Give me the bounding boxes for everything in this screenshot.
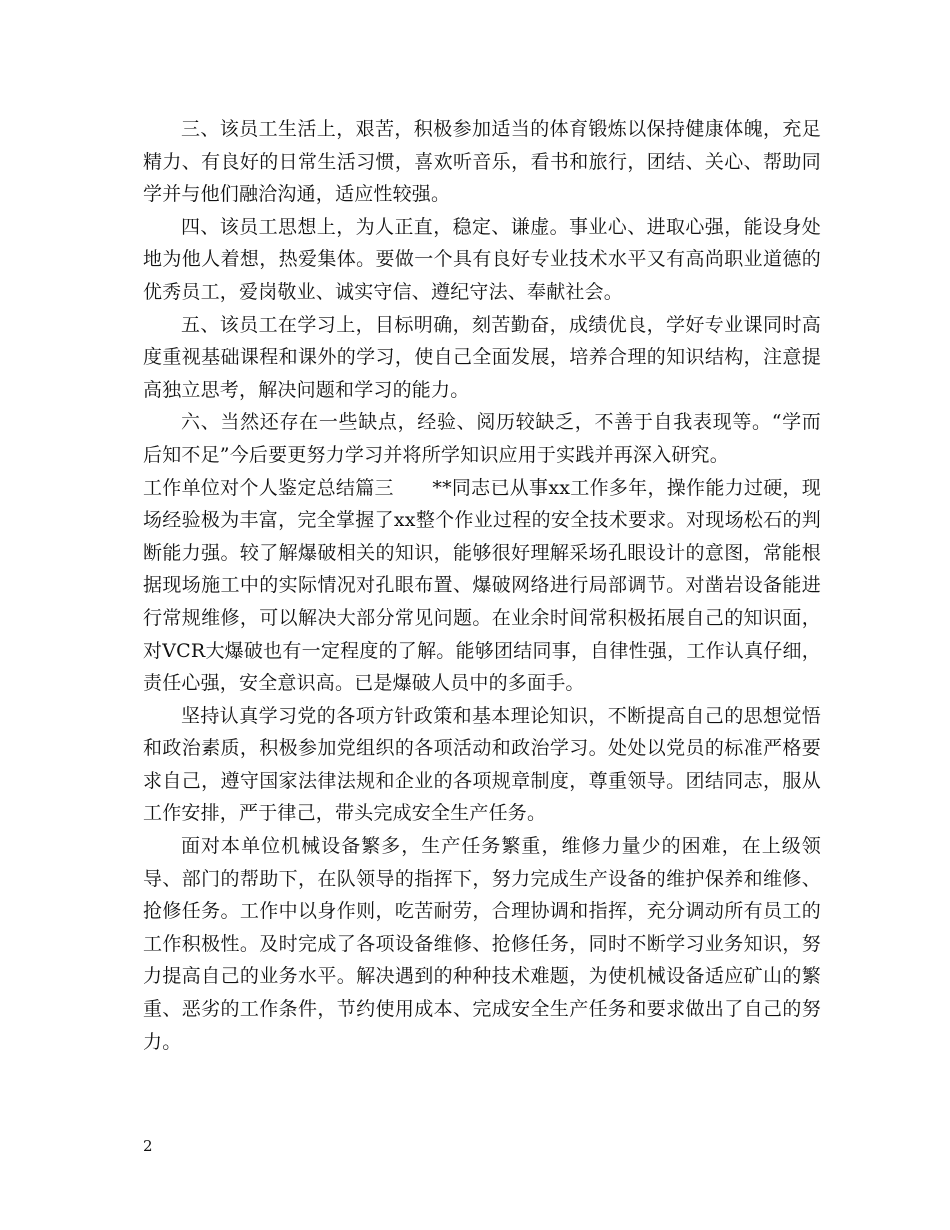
document-body [143,113,821,1058]
paragraph-summary-part-three: 工作单位对个人鉴定总结篇三 **同志已从事xx工作多年，操作能力过硬，现场经验极为丰富，完全掌握了xx整个作业过程的安全技术要求。对现场松石的判断能力强。较了解爆破相关的知识，能够很好理解采场孔眼设计的意图，常能根据现场施工中的实际情况对孔眼布置、爆破网络进行局部调节。对凿岩设备能进行常规维修，可以解决大部分常见问题。在业余时间常积极拓展自己的知识面，对VCR大爆破也有一定程度的了解。能够团结同事，自律性强，工作认真仔细，责任心强，安全意识高。已是爆破人员中的多面手。 [143,476,821,695]
paragraph-living: 三、该员工生活上，艰苦，积极参加适当的体育锻炼以保持健康体魄，充足精力、有良好的日常生活习惯，喜欢听音乐，看书和旅行，团结、关心、帮助同学并与他们融洽沟通，适应性较强。 [143,118,821,206]
paragraph-party-study: 坚持认真学习党的各项方针政策和基本理论知识，不断提高自己的思想觉悟和政治素质，积极参加党组织的各项活动和政治学习。处处以党员的标准严格要求自己，遵守国家法律法规和企业的各项规章制度，尊重领导。团结同志，服从工作安排，严于律己，带头完成安全生产任务。 [143,704,821,825]
paragraph-shortcomings: 六、当然还存在一些缺点，经验、阅历较缺乏，不善于自我表现等。“学而后知不足”今后要更努力学习并将所学知识应用于实践并再深入研究。 [143,411,821,466]
paragraph-thought: 四、该员工思想上，为人正直，稳定、谦虚。事业心、进取心强，能设身处地为他人着想，热爱集体。要做一个具有良好专业技术水平又有高尚职业道德的优秀员工，爱岗敬业、诚实守信、遵纪守法、奉献社会。 [143,215,821,303]
page-number: 2 [143,1137,153,1155]
paragraph-equipment-maintenance: 面对本单位机械设备繁多，生产任务繁重，维修力量少的困难，在上级领导、部门的帮助下，在队领导的指挥下，努力完成生产设备的维护保养和维修、抢修任务。工作中以身作则，吃苦耐劳，合理协调和指挥，充分调动所有员工的工作积极性。及时完成了各项设备维修、抢修任务，同时不断学习业务知识，努力提高自己的业务水平。解决遇到的种种技术难题，为使机械设备适应矿山的繁重、恶劣的工作条件，节约使用成本、完成安全生产任务和要求做出了自己的努力。 [143,835,821,1053]
paragraph-study: 五、该员工在学习上，目标明确，刻苦勤奋，成绩优良，学好专业课同时高度重视基础课程和课外的学习，使自己全面发展，培养合理的知识结构，注意提高独立思考，解决问题和学习的能力。 [143,313,821,401]
